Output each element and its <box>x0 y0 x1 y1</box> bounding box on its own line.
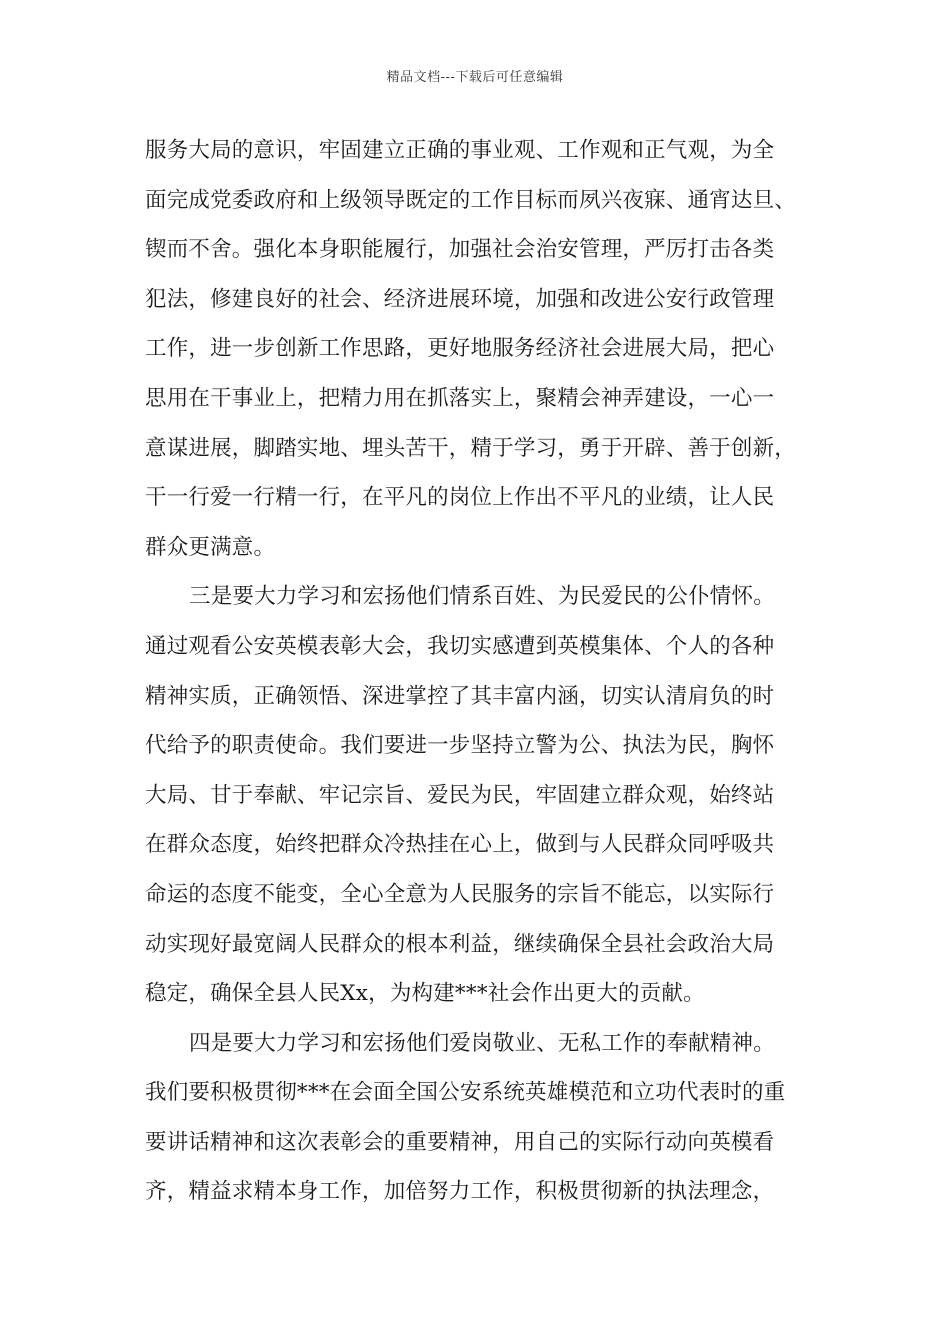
text-line: 精神实质，正确领悟、深进掌控了其丰富内涵，切实认清肩负的时 <box>145 683 775 709</box>
text-line: 稳定，确保全县人民Xx，为构建***社会作出更大的贡献。 <box>145 981 705 1007</box>
text-line: 要讲话精神和这次表彰会的重要精神，用自己的实际行动向英模看 <box>145 1129 775 1155</box>
text-line: 我们要积极贯彻***在会面全国公安系统英雄模范和立功代表时的重 <box>145 1080 786 1106</box>
text-line: 干一行爱一行精一行，在平凡的岗位上作出不平凡的业绩，让人民 <box>145 485 775 511</box>
text-line: 命运的态度不能变，全心全意为人民服务的宗旨不能忘，以实际行 <box>145 881 775 907</box>
text-line: 齐，精益求精本身工作，加倍努力工作，积极贯彻新的执法理念， <box>145 1179 775 1205</box>
text-line: 服务大局的意识，牢固建立正确的事业观、工作观和正气观，为全 <box>145 138 775 163</box>
text-line: 代给予的职责使命。我们要进一步坚持立警为公、执法为民，胸怀 <box>145 733 775 759</box>
paragraph-first-line: 三是要大力学习和宏扬他们情系百姓、为民爱民的公仆情怀。 <box>189 584 775 610</box>
text-line: 工作，进一步创新工作思路，更好地服务经济社会进展大局，把心 <box>145 336 775 362</box>
text-line: 大局、甘于奉献、牢记宗旨、爱民为民，牢固建立群众观，始终站 <box>145 782 775 808</box>
text-line: 锲而不舍。强化本身职能履行，加强社会治安管理，严厉打击各类 <box>145 237 775 263</box>
document-body <box>145 126 835 1217</box>
text-line: 在群众态度，始终把群众冷热挂在心上，做到与人民群众同呼吸共 <box>145 832 775 858</box>
text-line: 动实现好最宽阔人民群众的根本利益，继续确保全县社会政治大局 <box>145 931 775 957</box>
page-header: 精品文档---下载后可任意编辑 <box>386 70 564 85</box>
text-line: 通过观看公安英模表彰大会，我切实感遭到英模集体、个人的各种 <box>145 633 775 659</box>
text-line: 面完成党委政府和上级领导既定的工作目标而夙兴夜寐、通宵达旦、 <box>145 187 797 213</box>
text-line: 意谋进展，脚踏实地、埋头苦干，精于学习，勇于开辟、善于创新， <box>145 435 797 461</box>
text-line: 思用在干事业上，把精力用在抓落实上，聚精会神弄建设，一心一 <box>145 385 775 411</box>
text-line: 犯法，修建良好的社会、经济进展环境，加强和改进公安行政管理 <box>145 286 775 312</box>
paragraph-first-line: 四是要大力学习和宏扬他们爱岗敬业、无私工作的奉献精神。 <box>189 1030 775 1056</box>
text-line: 群众更满意。 <box>145 534 276 560</box>
